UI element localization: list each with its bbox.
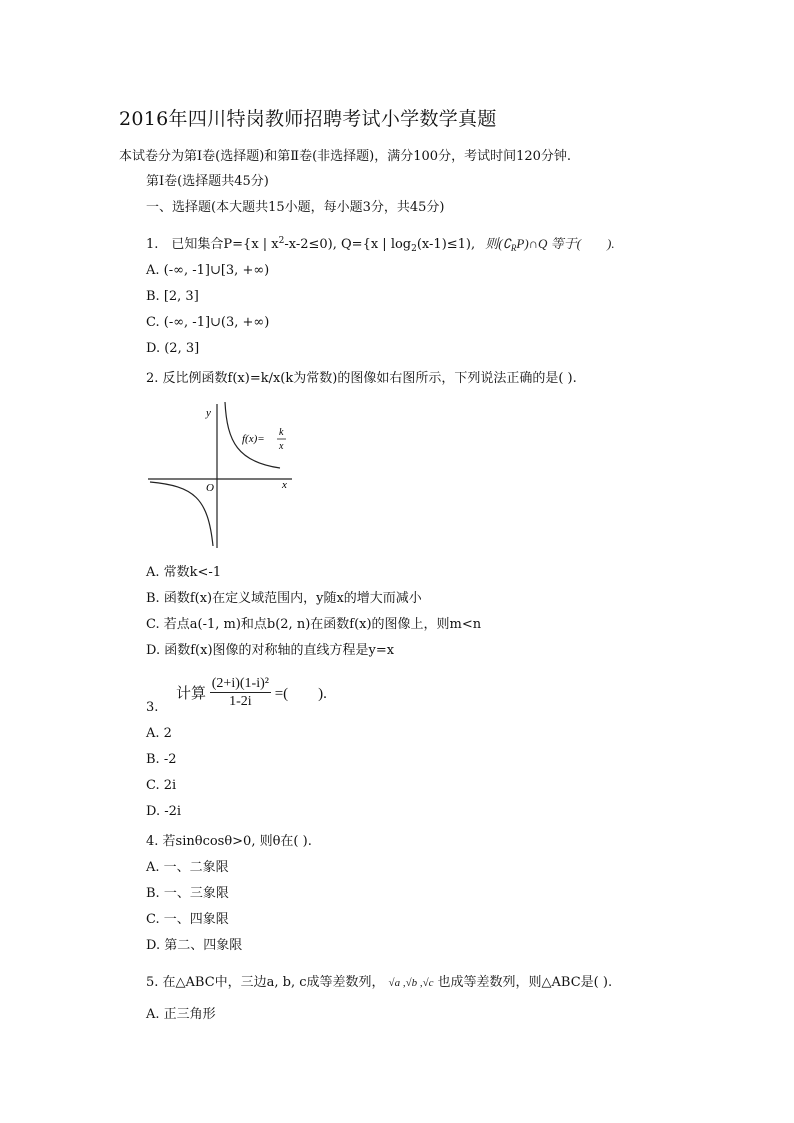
q5-formula-image: √a ,√b ,√c — [388, 977, 434, 989]
q5-stem-part-b: 也成等差数列，则△ABC是( ). — [437, 975, 613, 990]
q3-fraction — [210, 675, 271, 710]
q3-formula-image — [176, 675, 327, 710]
x-axis-label: x — [282, 479, 287, 491]
intro-text: 本试卷分为第Ⅰ卷(选择题)和第Ⅱ卷(非选择题)，满分100分，考试时间120分钟. — [119, 149, 572, 164]
function-label-denominator: x — [279, 441, 284, 452]
q5-option-a: A. 正三角形 — [146, 1007, 216, 1022]
q4-option-c: C. 一、四象限 — [146, 912, 229, 927]
q3-option-c: C. 2i — [146, 778, 177, 793]
q3-option-d: D. -2i — [146, 804, 182, 819]
part-heading: 第Ⅰ卷(选择题共45分) — [146, 174, 269, 189]
inverse-function-graph — [146, 398, 296, 550]
y-axis-label: y — [206, 407, 211, 419]
q1-subscript: 2 — [411, 244, 417, 254]
q1-option-a: A. (-∞, -1]∪[3, +∞) — [146, 263, 270, 278]
q1-formula-sub: R — [510, 243, 517, 253]
q1-formula-text: 则(∁ — [485, 236, 511, 251]
q1-option-c: C. (-∞, -1]∪(3, +∞) — [146, 315, 270, 330]
q1-stem-part-b: -x-2≤0), Q={x | log — [284, 237, 412, 252]
page-title: 2016年四川特岗教师招聘考试小学数学真题 — [119, 108, 497, 130]
q1-option-d: D. (2, 3] — [146, 341, 200, 356]
function-label-numerator: k — [279, 427, 284, 438]
q3-denominator: 1-2i — [229, 694, 252, 709]
q3-option-b: B. -2 — [146, 752, 177, 767]
q2-option-a: A. 常数k<-1 — [146, 565, 222, 580]
q1-superscript: 2 — [278, 236, 285, 246]
curve-branch-lower — [150, 482, 213, 546]
q3-number: 3. — [146, 700, 159, 715]
question-4-stem: 4. 若sinθcosθ>0, 则θ在( ). — [146, 834, 312, 849]
question-5-stem — [146, 971, 612, 990]
q1-stem-part-c: (x-1)≤1), — [416, 237, 476, 252]
q4-option-d: D. 第二、四象限 — [146, 938, 243, 953]
q5-stem-part-a: 5. 在△ABC中，三边a, b, c成等差数列， — [146, 975, 385, 990]
q3-option-a: A. 2 — [146, 726, 172, 741]
origin-label: O — [206, 482, 214, 494]
question-1-stem — [146, 233, 615, 254]
q2-option-d: D. 函数f(x)图像的对称轴的直线方程是y=x — [146, 643, 395, 658]
section-heading: 一、选择题(本大题共15小题，每小题3分，共45分) — [146, 200, 445, 215]
q1-formula-image — [485, 236, 614, 251]
q4-option-b: B. 一、三象限 — [146, 886, 229, 901]
q1-stem-part-a: 1. 已知集合P={x | x — [146, 237, 279, 252]
function-label: f(x)= — [242, 433, 265, 445]
q4-option-a: A. 一、二象限 — [146, 860, 229, 875]
q1-formula-text-2: P)∩Q 等于( ). — [516, 236, 615, 251]
q2-option-b: B. 函数f(x)在定义域范围内，y随x的增大而减小 — [146, 591, 422, 606]
q3-suffix: =( ). — [274, 686, 327, 702]
q3-prefix: 计算 — [176, 686, 207, 702]
q1-option-b: B. [2, 3] — [146, 289, 199, 304]
q2-option-c: C. 若点a(-1, m)和点b(2, n)在函数f(x)的图像上，则m<n — [146, 617, 482, 632]
q3-numerator: (2+i)(1-i)² — [211, 676, 269, 691]
question-2-stem: 2. 反比例函数f(x)=k/x(k为常数)的图像如右图所示，下列说法正确的是( ). — [146, 371, 577, 386]
